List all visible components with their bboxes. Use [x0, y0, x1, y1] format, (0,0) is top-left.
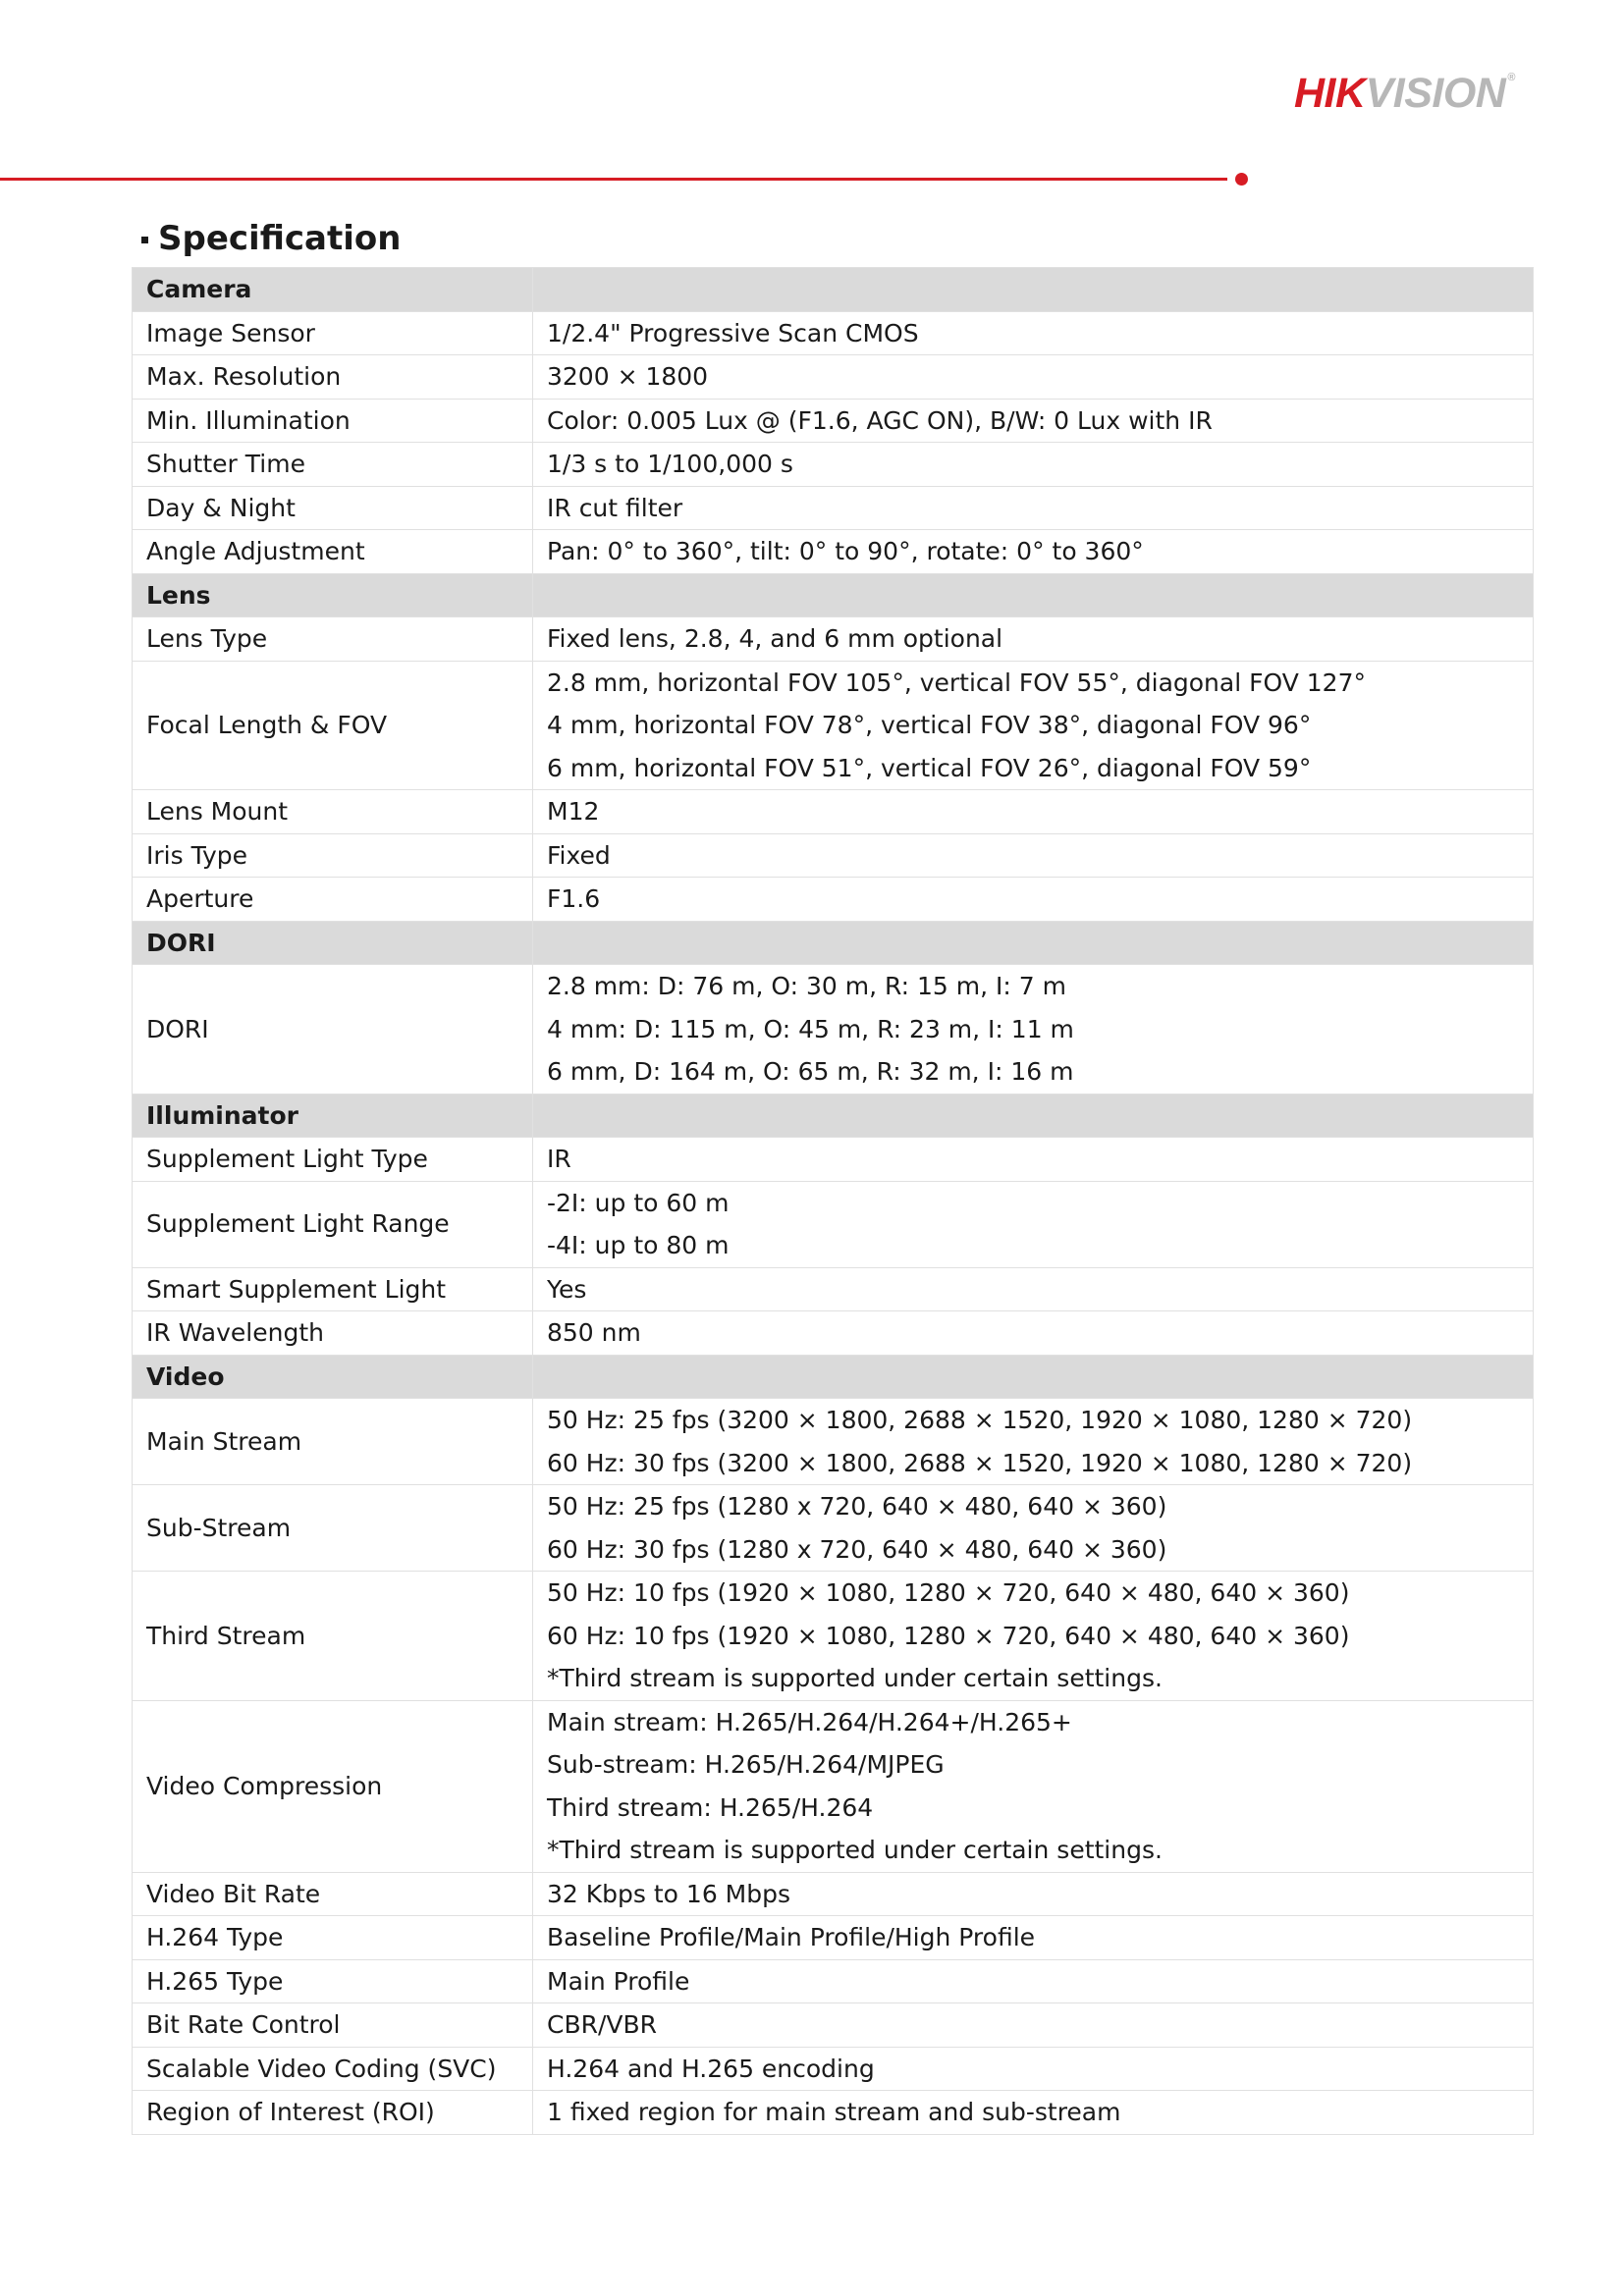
spec-value	[533, 965, 1534, 1095]
spec-label: H.265 Type	[133, 1959, 533, 2003]
section-label: Camera	[133, 268, 533, 312]
spec-row	[133, 355, 1534, 400]
spec-label: Iris Type	[133, 833, 533, 878]
spec-label: Sub-Stream	[133, 1485, 533, 1572]
spec-row	[133, 486, 1534, 530]
section-label: DORI	[133, 921, 533, 965]
spec-value-line: 32 Kbps to 16 Mbps	[547, 1879, 790, 1908]
section-row	[133, 1094, 1534, 1138]
spec-value-line: IR cut filter	[547, 493, 683, 522]
brand-logo	[1294, 70, 1515, 117]
spec-value-line: 60 Hz: 30 fps (3200 × 1800, 2688 × 1520, 1920 × 1080, 1280 × 720)	[547, 1448, 1413, 1477]
spec-value-line: 4 mm, horizontal FOV 78°, vertical FOV 38°, diagonal FOV 96°	[547, 711, 1312, 739]
section-label: Lens	[133, 573, 533, 617]
spec-row	[133, 2047, 1534, 2091]
spec-value	[533, 311, 1534, 355]
section-label: Video	[133, 1355, 533, 1399]
spec-value-line: 50 Hz: 25 fps (3200 × 1800, 2688 × 1520, 1920 × 1080, 1280 × 720)	[547, 1406, 1413, 1434]
spec-row	[133, 311, 1534, 355]
spec-value-line: 3200 × 1800	[547, 362, 709, 391]
section-row	[133, 268, 1534, 312]
spec-row	[133, 1572, 1534, 1701]
section-blank-cell	[533, 268, 1534, 312]
spec-value-line: 4 mm: D: 115 m, O: 45 m, R: 23 m, I: 11 m	[547, 1014, 1074, 1043]
spec-value	[533, 1311, 1534, 1356]
spec-value-line: *Third stream is supported under certain settings.	[547, 1836, 1163, 1864]
spec-value	[533, 661, 1534, 790]
spec-value-line: 50 Hz: 25 fps (1280 x 720, 640 × 480, 640 × 360)	[547, 1492, 1167, 1521]
spec-row	[133, 399, 1534, 443]
spec-value-line: 2.8 mm, horizontal FOV 105°, vertical FOV 55°, diagonal FOV 127°	[547, 667, 1366, 697]
logo-text-hik: HIK	[1294, 70, 1366, 117]
spec-row	[133, 530, 1534, 574]
spec-label: Aperture	[133, 878, 533, 922]
spec-row	[133, 1916, 1534, 1960]
spec-label: Image Sensor	[133, 311, 533, 355]
spec-row	[133, 1959, 1534, 2003]
spec-row	[133, 1399, 1534, 1485]
spec-value	[533, 1916, 1534, 1960]
spec-value	[533, 1399, 1534, 1485]
spec-label: Angle Adjustment	[133, 530, 533, 574]
square-bullet-icon	[141, 237, 148, 243]
spec-value	[533, 2091, 1534, 2135]
spec-label: Bit Rate Control	[133, 2003, 533, 2048]
spec-label: Smart Supplement Light	[133, 1267, 533, 1311]
spec-row	[133, 1311, 1534, 1356]
spec-row	[133, 1700, 1534, 1872]
spec-row	[133, 1181, 1534, 1267]
spec-value-line: F1.6	[547, 884, 601, 913]
section-label: Illuminator	[133, 1094, 533, 1138]
spec-value	[533, 530, 1534, 574]
spec-label: Lens Mount	[133, 790, 533, 834]
spec-value	[533, 355, 1534, 400]
spec-value-line: Baseline Profile/Main Profile/High Profile	[547, 1923, 1036, 1951]
spec-row	[133, 617, 1534, 662]
spec-row	[133, 2091, 1534, 2135]
spec-value	[533, 878, 1534, 922]
spec-value-line: 1 fixed region for main stream and sub-stream	[547, 2098, 1121, 2126]
spec-value-line: Main Profile	[547, 1966, 690, 1996]
spec-label: Video Compression	[133, 1700, 533, 1872]
spec-row	[133, 790, 1534, 834]
spec-row	[133, 833, 1534, 878]
spec-label: Scalable Video Coding (SVC)	[133, 2047, 533, 2091]
spec-value	[533, 2047, 1534, 2091]
spec-value	[533, 790, 1534, 834]
spec-value	[533, 1572, 1534, 1701]
logo-registered-mark: ®	[1507, 72, 1515, 83]
spec-label: IR Wavelength	[133, 1311, 533, 1356]
spec-label: Supplement Light Type	[133, 1138, 533, 1182]
spec-value-line: Third stream: H.265/H.264	[547, 1792, 874, 1822]
spec-value	[533, 617, 1534, 662]
spec-value-line: 6 mm, D: 164 m, O: 65 m, R: 32 m, I: 16 m	[547, 1057, 1074, 1086]
spec-value-line: 60 Hz: 30 fps (1280 x 720, 640 × 480, 640 × 360)	[547, 1534, 1167, 1564]
spec-value	[533, 1181, 1534, 1267]
spec-value	[533, 1959, 1534, 2003]
spec-label: Video Bit Rate	[133, 1872, 533, 1916]
spec-value-line: -4I: up to 80 m	[547, 1231, 730, 1259]
spec-value	[533, 399, 1534, 443]
spec-value-line: H.264 and H.265 encoding	[547, 2054, 875, 2083]
spec-value	[533, 1872, 1534, 1916]
header-divider-line	[0, 178, 1227, 181]
spec-row	[133, 443, 1534, 487]
spec-value	[533, 1485, 1534, 1572]
section-heading	[141, 219, 402, 258]
section-row	[133, 1355, 1534, 1399]
spec-value-line: Fixed lens, 2.8, 4, and 6 mm optional	[547, 624, 1003, 653]
spec-row	[133, 965, 1534, 1095]
spec-value	[533, 1700, 1534, 1872]
specification-table	[132, 267, 1534, 2135]
spec-value-line: 50 Hz: 10 fps (1920 × 1080, 1280 × 720, 640 × 480, 640 × 360)	[547, 1578, 1350, 1607]
spec-value-line: IR	[547, 1145, 571, 1173]
spec-value-line: Fixed	[547, 840, 611, 870]
spec-row	[133, 1138, 1534, 1182]
specification-table-body	[133, 268, 1534, 2135]
spec-value	[533, 1267, 1534, 1311]
spec-value-line: Color: 0.005 Lux @ (F1.6, AGC ON), B/W: 0 Lux with IR	[547, 405, 1213, 435]
spec-value-line: Main stream: H.265/H.264/H.264+/H.265+	[547, 1707, 1072, 1736]
spec-value	[533, 443, 1534, 487]
section-row	[133, 921, 1534, 965]
logo-text-vision: VISION	[1365, 70, 1506, 117]
header-divider-dot	[1235, 173, 1248, 186]
spec-label: Max. Resolution	[133, 355, 533, 400]
section-heading-text: Specification	[158, 219, 402, 258]
spec-value-line: Sub-stream: H.265/H.264/MJPEG	[547, 1750, 945, 1779]
spec-label: H.264 Type	[133, 1916, 533, 1960]
section-blank-cell	[533, 1355, 1534, 1399]
spec-value-line: M12	[547, 797, 600, 826]
spec-value-line: 1/2.4" Progressive Scan CMOS	[547, 318, 919, 347]
spec-value-line: -2I: up to 60 m	[547, 1188, 730, 1217]
spec-label: Focal Length & FOV	[133, 661, 533, 790]
spec-label: Min. Illumination	[133, 399, 533, 443]
spec-row	[133, 1267, 1534, 1311]
spec-value-line: 1/3 s to 1/100,000 s	[547, 450, 793, 478]
section-blank-cell	[533, 1094, 1534, 1138]
spec-row	[133, 1872, 1534, 1916]
spec-value-line: CBR/VBR	[547, 2010, 658, 2039]
spec-label: Lens Type	[133, 617, 533, 662]
spec-label: Day & Night	[133, 486, 533, 530]
spec-value	[533, 2003, 1534, 2048]
spec-value	[533, 833, 1534, 878]
section-blank-cell	[533, 573, 1534, 617]
spec-value-line: *Third stream is supported under certain settings.	[547, 1664, 1163, 1692]
spec-label: Main Stream	[133, 1399, 533, 1485]
spec-value-line: 6 mm, horizontal FOV 51°, vertical FOV 26°, diagonal FOV 59°	[547, 753, 1312, 782]
spec-row	[133, 878, 1534, 922]
section-blank-cell	[533, 921, 1534, 965]
spec-row	[133, 661, 1534, 790]
spec-value	[533, 1138, 1534, 1182]
spec-label: Third Stream	[133, 1572, 533, 1701]
spec-label: Supplement Light Range	[133, 1181, 533, 1267]
spec-value-line: 850 nm	[547, 1318, 641, 1347]
spec-value-line: Yes	[547, 1274, 587, 1304]
spec-value	[533, 486, 1534, 530]
spec-label: Region of Interest (ROI)	[133, 2091, 533, 2135]
spec-row	[133, 1485, 1534, 1572]
spec-label: DORI	[133, 965, 533, 1095]
spec-value-line: Pan: 0° to 360°, tilt: 0° to 90°, rotate: 0° to 360°	[547, 537, 1144, 565]
spec-value-line: 2.8 mm: D: 76 m, O: 30 m, R: 15 m, I: 7 m	[547, 972, 1066, 1000]
spec-value-line: 60 Hz: 10 fps (1920 × 1080, 1280 × 720, 640 × 480, 640 × 360)	[547, 1621, 1350, 1650]
spec-row	[133, 2003, 1534, 2048]
section-row	[133, 573, 1534, 617]
spec-label: Shutter Time	[133, 443, 533, 487]
